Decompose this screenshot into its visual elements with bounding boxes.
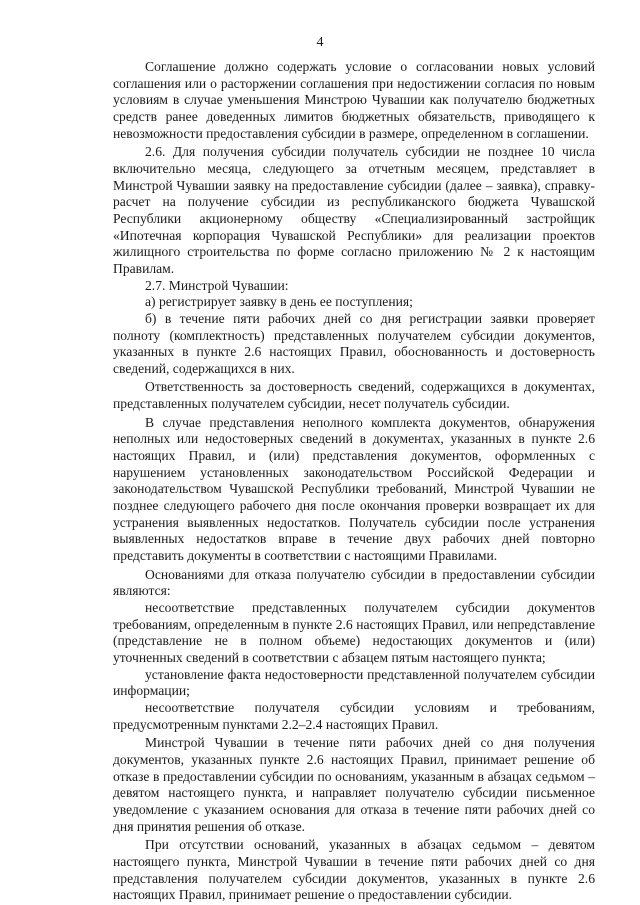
paragraph-ground-requirements: несоответствие получателя субсидии условиям и требованиям, предусмотренным пунктами 2.2–2.4 настоящих Правил. — [113, 699, 595, 732]
paragraph-incomplete-documents: В случае представления неполного комплекта документов, обнаружения неполных или недостоверных сведений в документах, указанных в пункте 2.6 настоящих Правил, и (или) представления документов, оформленных с нарушением установленных законодательством Российской Федерации и законодательством Чувашской Республики требований, Минстрой Чувашии не позднее следующего рабочего дня после окончания проверки возвращает их для устранения выявленных недостатков. Получатель субсидии после устранения выявленных недостатков вправе в течение двух рабочих дней повторно представить документы в соответствии с настоящими Правилами. — [113, 414, 595, 564]
paragraph-agreement-terms: Соглашение должно содержать условие о согласовании новых условий соглашения или о расторжении соглашения при недостижении согласия по новым условиям в случае уменьшения Минстрою Чувашии как получателю бюджетных средств ранее доведенных лимитов бюджетных обязательств, приводящего к невозможности предоставления субсидии в размере, определенном в соглашении. — [113, 59, 595, 141]
paragraph-2-7-b: б) в течение пяти рабочих дней со дня регистрации заявки проверяет полноту (комплектность) представленных получателем субсидии документов, указанных в пункте 2.6 настоящих Правил, обоснованность и достоверность сведений, содержащихся в них. — [113, 310, 595, 376]
paragraph-ground-false-info: установление факта недостоверности представленной получателем субсидии информации; — [113, 666, 595, 699]
paragraph-grant-decision: При отсутствии оснований, указанных в абзацах седьмом – девятом настоящего пункта, Минстрой Чувашии в течение пяти рабочих дней со дня представления получателем субсидии документов, указанных в пункте 2.6 настоящих Правил, принимает решение о предоставлении субсидии. — [113, 837, 595, 903]
paragraph-ground-noncompliance: несоответствие представленных получателем субсидии документов требованиям, определенным в пункте 2.6 настоящих Правил, или непредставление (представление не в полном объеме) недостающих документов и (или) уточненных сведений в соответствии с абзацем пятым настоящего пункта; — [113, 600, 595, 665]
page-number: 4 — [316, 35, 324, 50]
paragraph-refusal-decision: Минстрой Чувашии в течение пяти рабочих дней со дня получения документов, указанных пункте 2.6 настоящих Правил, принимает решение об отказе в предоставлении субсидии по основаниям, указанным в абзацах седьмом – девятом настоящего пункта, и направляет получателю субсидии письменное уведомление с указанием основания для отказа в течение пяти рабочих дней со дня принятия решения об отказе. — [113, 735, 595, 834]
paragraph-2-7: 2.7. Минстрой Чувашии: — [145, 277, 289, 293]
paragraph-refusal-grounds: Основаниями для отказа получателю субсидии в предоставлении субсидии являются: — [113, 566, 595, 599]
paragraph-2-6: 2.6. Для получения субсидии получатель субсидии не позднее 10 числа включительно месяца, следующего за отчетным месяцем, представляет в Минстрой Чувашии заявку на предоставление субсидии (далее – заявка), справку-расчет на получение субсидии из республиканского бюджета Чувашской Республики акционерному обществу «Специализированный застройщик «Ипотечная корпорация Чувашской Республики» для реализации проектов жилищного строительства по форме согласно приложению № 2 к настоящим Правилам. — [113, 144, 595, 276]
paragraph-responsibility: Ответственность за достоверность сведений, содержащихся в документах, представленных получателем субсидии, несет получатель субсидии. — [113, 379, 595, 412]
document-body — [113, 59, 595, 904]
paragraph-2-7-a: а) регистрирует заявку в день ее поступления; — [145, 294, 413, 310]
